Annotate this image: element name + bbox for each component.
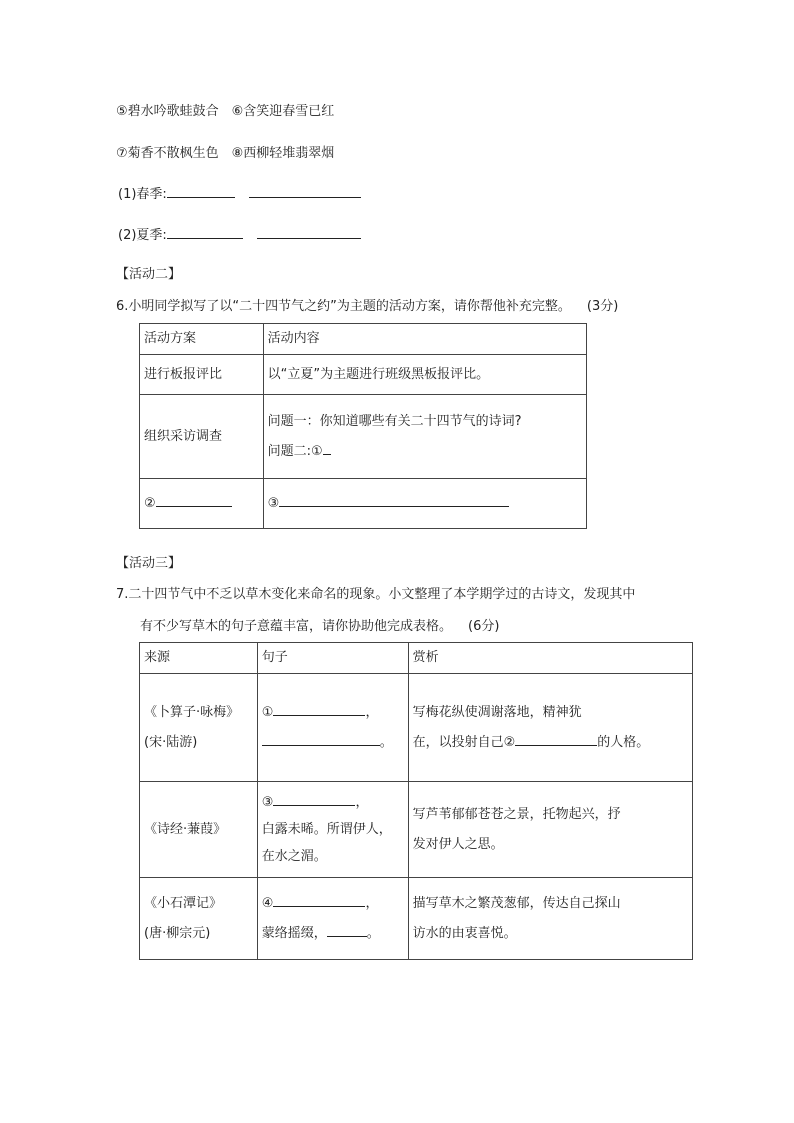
analysis-cell — [408, 674, 692, 782]
question-6 — [116, 298, 618, 316]
spring-answer-row — [118, 185, 361, 204]
source-title: 《小石潭记》 — [144, 895, 223, 911]
source-cell — [140, 674, 258, 782]
activity3-table — [139, 642, 693, 960]
analysis-line-1: 写梅花纵使凋谢落地，精神犹 — [412, 704, 582, 720]
sentence-marker-1: ① — [261, 704, 274, 720]
summer-blank-2[interactable] — [257, 226, 361, 239]
analysis-pre: 在，以投射自己② — [412, 734, 516, 750]
question-6-text: 6.小明同学拟写了以“二十四节气之约”为主题的活动方案，请你帮他补充完整。 — [116, 299, 571, 314]
row-plan-blank — [140, 479, 264, 529]
interview-question-2-blank[interactable] — [323, 442, 331, 455]
sentence-line-2 — [262, 919, 404, 949]
sentence-marker-3: ③ — [261, 795, 274, 810]
question-7-score: (6分) — [468, 619, 500, 634]
activity2-heading: 【活动二】 — [116, 267, 182, 282]
activity3-heading: 【活动三】 — [116, 556, 182, 571]
content-blank-3[interactable] — [279, 494, 509, 507]
sentence-blank-1b[interactable] — [262, 733, 380, 746]
header-content: 活动内容 — [263, 324, 586, 355]
interview-question-1: 问题一：你知道哪些有关二十四节气的诗词? — [267, 413, 522, 429]
plan-marker-2: ② — [144, 495, 156, 511]
sentence-marker-4: ④ — [261, 895, 274, 911]
table-row — [140, 878, 693, 960]
question-7-line-1: 7.二十四节气中不乏以草木变化来命名的现象。小文整理了本学期学过的古诗文，发现其中 — [116, 587, 636, 602]
sentence-line-2: 白露未晞。所谓伊人， — [261, 822, 392, 837]
source-title: 《卜算子·咏梅》 — [144, 704, 240, 720]
analysis-cell — [408, 878, 692, 960]
spring-blank-2[interactable] — [249, 185, 361, 198]
plan-blank-2[interactable] — [156, 494, 232, 507]
sentence-blank-4a[interactable] — [273, 894, 365, 907]
question-7-text: 有不少写草木的句子意蕴丰富，请你协助他完成表格。 — [140, 619, 453, 634]
spring-blank-1[interactable] — [167, 185, 235, 198]
sentence-line-1 — [262, 789, 404, 816]
analysis-post: 的人格。 — [597, 734, 650, 750]
question-6-score: (3分) — [586, 299, 619, 314]
header-sentence: 句子 — [257, 643, 408, 674]
source-title: 《诗经·蒹葭》 — [144, 821, 227, 837]
analysis-line-1: 写芦苇郁郁苍苍之景，托物起兴，抒 — [412, 806, 621, 822]
activity2-table — [139, 323, 587, 529]
sentence-line-1 — [262, 889, 404, 919]
analysis-line-1: 描写草木之繁茂葱郁，传达自己探山 — [412, 895, 621, 911]
poem-line-1: ⑤碧水吟歌蛙鼓合 ⑥含笑迎春雪已红 — [116, 104, 335, 119]
summer-blank-1[interactable] — [167, 226, 243, 239]
source-cell — [140, 782, 258, 878]
spring-label: (1)春季: — [118, 187, 167, 202]
sentence-line-3: 在水之湄。 — [261, 849, 327, 864]
row-content-interview — [263, 395, 586, 479]
sentence-blank-4b[interactable] — [327, 924, 367, 937]
sentence-cell — [257, 878, 408, 960]
sentence-comma: ， — [355, 795, 369, 810]
sentence-blank-3[interactable] — [273, 793, 355, 806]
source-cell — [140, 878, 258, 960]
sentence-cell — [257, 674, 408, 782]
row-plan-poster: 进行板报评比 — [140, 355, 264, 395]
sentence-pre: 蒙络摇缀， — [261, 925, 327, 941]
sentence-period: 。 — [379, 734, 393, 750]
sentence-line-2 — [262, 728, 404, 758]
analysis-blank-2[interactable] — [515, 733, 597, 746]
header-source: 来源 — [140, 643, 258, 674]
sentence-cell — [257, 782, 408, 878]
analysis-line-2 — [413, 728, 688, 758]
sentence-period: 。 — [366, 925, 380, 941]
analysis-line-2: 发对伊人之思。 — [412, 836, 504, 852]
poem-line-2: ⑦菊香不散枫生色 ⑧西柳轻堆翡翠烟 — [116, 146, 335, 161]
question-7-line-2 — [140, 618, 499, 636]
sentence-blank-1a[interactable] — [273, 703, 365, 716]
summer-label: (2)夏季: — [118, 228, 167, 243]
table-row — [140, 782, 693, 878]
sentence-comma: ， — [365, 895, 379, 911]
analysis-line-2: 访水的由衷喜悦。 — [412, 925, 517, 941]
source-author: (唐·柳宗元) — [144, 925, 211, 941]
analysis-cell — [408, 782, 692, 878]
sentence-line-1 — [262, 698, 404, 728]
row-plan-interview: 组织采访调查 — [140, 395, 264, 479]
interview-question-2-label: 问题二:① — [267, 443, 323, 459]
header-plan: 活动方案 — [140, 324, 264, 355]
table-row — [140, 674, 693, 782]
source-author: (宋·陆游) — [144, 734, 198, 750]
row-content-poster: 以“立夏”为主题进行班级黑板报评比。 — [263, 355, 586, 395]
sentence-comma: ， — [365, 704, 379, 720]
content-marker-3: ③ — [267, 495, 280, 511]
header-analysis: 赏析 — [408, 643, 692, 674]
row-content-blank — [263, 479, 586, 529]
summer-answer-row — [118, 226, 361, 245]
interview-question-2 — [268, 437, 582, 467]
